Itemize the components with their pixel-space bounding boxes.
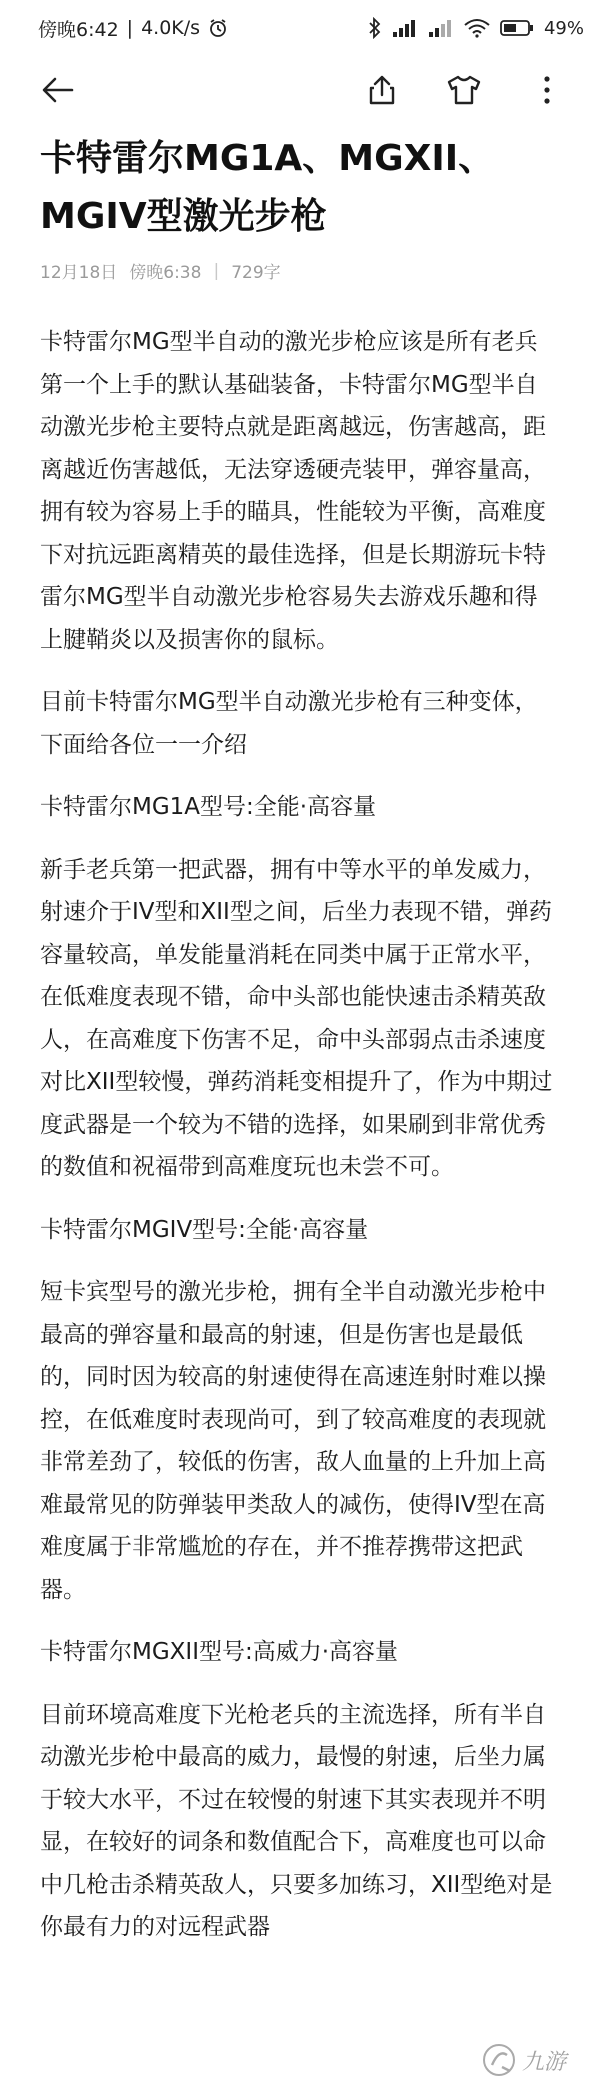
- status-divider: |: [126, 17, 134, 39]
- watermark-logo-icon: [480, 2041, 518, 2079]
- paragraph-variants: 目前卡特雷尔MG型半自动激光步枪有三种变体，下面给各位一一介绍: [40, 689, 538, 758]
- watermark-text: 九游: [522, 2049, 567, 2075]
- back-button[interactable]: [36, 68, 80, 112]
- meta-divider: |: [213, 260, 220, 281]
- alarm-icon: [208, 18, 228, 38]
- paragraph-intro: 卡特雷尔MG型半自动的激光步枪应该是所有老兵第一个上手的默认基础装备，卡特雷尔MG型半自动激光步枪主要特点就是距离越远，伤害越高，距离越近伤害越低，无法穿透硬壳装甲，弹容量高，拥有较为容易上手的瞄具，性能较为平衡，高难度下对抗远距离精英的最佳选择，但是长期游玩卡特雷尔MG型半自动激光步枪容易失去游戏乐趣和得上腱鞘炎以及损害你的鼠标。: [40, 329, 546, 653]
- wifi-icon: [464, 18, 490, 38]
- toolbar: [0, 60, 600, 118]
- bluetooth-icon: [368, 17, 382, 39]
- article: [0, 130, 600, 1969]
- more-button[interactable]: [525, 68, 569, 112]
- paragraph-mgiv: 短卡宾型号的激光步枪，拥有全半自动激光步枪中最高的弹容量和最高的射速，但是伤害也是最低的，同时因为较高的射速使得在高速连射时难以操控，在低难度时表现尚可，到了较高难度的表现就非常差劲了，较低的伤害，敌人血量的上升加上高难最常见的防弹装甲类敌人的减伤，使得IV型在高难度属于非常尴尬的存在，并不推荐携带这把武器。: [40, 1279, 546, 1603]
- status-net-speed: 4.0K/s: [141, 17, 201, 39]
- status-left: [38, 15, 228, 42]
- signal-icon-1: [392, 18, 418, 38]
- status-time: 傍晚6:42: [38, 18, 119, 41]
- back-arrow-icon: [42, 76, 74, 104]
- status-right: [368, 17, 584, 39]
- article-date: 12月18日: [40, 263, 118, 283]
- signal-icon-2: [428, 18, 454, 38]
- paragraph-mgxii: 目前环境高难度下光枪老兵的主流选择，所有半自动激光步枪中最高的威力，最慢的射速，后坐力属于较大水平，不过在较慢的射速下其实表现并不明显，在较好的词条和数值配合下，高难度也可以命中几枪击杀精英敌人，只要多加练习，XII型绝对是你最有力的对远程武器: [40, 1701, 553, 1940]
- battery-icon: [500, 19, 534, 37]
- article-word-count: 729字: [231, 263, 281, 283]
- article-meta: [40, 258, 560, 283]
- shirt-icon: [447, 75, 481, 105]
- watermark: [480, 2039, 580, 2081]
- article-body: [40, 321, 560, 1949]
- article-time: 傍晚6:38: [129, 263, 202, 283]
- more-vertical-icon: [542, 75, 552, 105]
- paragraph-mg1a: 新手老兵第一把武器，拥有中等水平的单发威力，射速介于IV型和XII型之间，后坐力表现不错，弹药容量较高，单发能量消耗在同类中属于正常水平，在低难度表现不错，命中头部也能快速击杀精英敌人，在高难度下伤害不足，命中头部弱点击杀速度对比XII型较慢，弹药消耗变相提升了，作为中期过度武器是一个较为不错的选择，如果刷到非常优秀的数值和祝福带到高难度玩也未尝不可。: [40, 856, 553, 1180]
- heading-mgxii: 卡特雷尔MGXII型号:高威力·高容量: [40, 1639, 399, 1665]
- status-bar: [0, 0, 600, 56]
- theme-button[interactable]: [442, 68, 486, 112]
- heading-mg1a: 卡特雷尔MG1A型号:全能·高容量: [40, 794, 377, 820]
- share-button[interactable]: [360, 68, 404, 112]
- article-title: 卡特雷尔MG1A、MGXII、MGIV型激光步枪: [40, 138, 495, 237]
- heading-mgiv: 卡特雷尔MGIV型号:全能·高容量: [40, 1216, 369, 1243]
- share-icon: [368, 74, 396, 106]
- battery-percent: 49%: [543, 17, 584, 39]
